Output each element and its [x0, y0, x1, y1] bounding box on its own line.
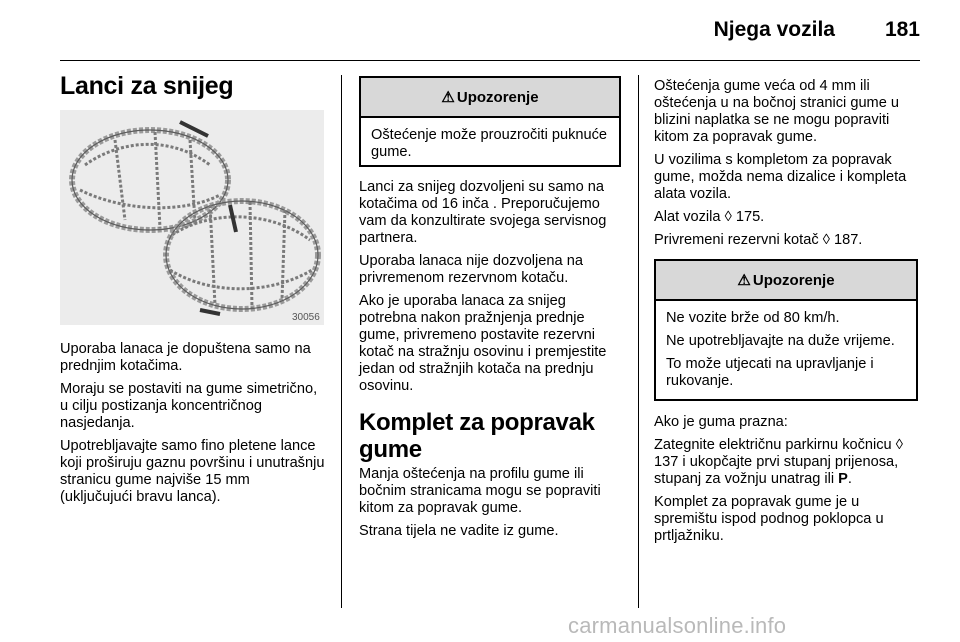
snow-chains-drawing [60, 110, 324, 325]
paragraph: Uporaba lanaca je dopuštena samo na prednjim kotačima. [60, 341, 311, 374]
paragraph: Oštećenja gume veća od 4 mm ili oštećenja u na bočnoj stranici gume u blizini naplatka se ne mogu popraviti kitom za popravak gume. [654, 78, 900, 145]
warning-box [359, 76, 621, 167]
subsection-title: Komplet za popravak gume [359, 409, 595, 463]
right-column [654, 78, 922, 551]
cross-reference: Alat vozila ◊ 175. [654, 209, 765, 225]
paragraph: U vozilima s kompletom za popravak gume, možda nema dizalice i kompleta alata vozila. [654, 152, 907, 202]
warning-header [656, 261, 916, 301]
warning-body [656, 301, 916, 399]
middle-column [359, 76, 621, 546]
paragraph-text: Zategnite električnu parkirnu kočnicu ◊ 137 i ukopčajte prvi stupanj prijenosa, stupanj za vožnju unatrag ili [654, 437, 903, 487]
cross-reference: Privremeni rezervni kotač ◊ 187. [654, 232, 863, 248]
paragraph: Lanci za snijeg dozvoljeni su samo na kotačima od 16 inča . Preporučujemo vam da konzultirate svojega servisnog partnera. [359, 179, 607, 246]
paragraph: Ako je uporaba lanaca za snijeg potrebna nakon pražnjenja prednje gume, privremeno postavite rezervni kotač na stražnju osovinu i premjestite jedan od stražnjih kotača na prednju osovinu. [359, 293, 607, 394]
paragraph-text: . [847, 471, 852, 487]
warning-triangle-icon: ⚠ [441, 88, 455, 106]
snow-chains-illustration [60, 110, 324, 325]
figure-number: 30056 [292, 312, 320, 323]
column-divider-1 [341, 75, 342, 608]
paragraph: Upotrebljavajte samo fino pletene lance koji proširuju gaznu površinu i unutrašnju stranicu gume najviše 15 mm (uključujući bravu lanca). [60, 438, 325, 505]
watermark: carmanualsonline.info [568, 613, 787, 638]
warning-box [654, 259, 918, 401]
paragraph: Manja oštećenja na profilu gume ili bočnim stranicama mogu se popraviti kitom za popravak gume. [359, 466, 601, 516]
section-title: Lanci za snijeg [60, 72, 234, 100]
page-number: 181 [884, 18, 920, 41]
warning-line: Ne vozite brže od 80 km/h. [666, 310, 840, 326]
paragraph: Komplet za popravak gume je u spremištu ispod podnog poklopca u prtljažniku. [654, 494, 884, 544]
paragraph: Ako je guma prazna: [654, 414, 788, 430]
warning-header [361, 78, 619, 118]
warning-body [361, 118, 619, 170]
paragraph [654, 437, 922, 488]
column-divider-2 [638, 75, 639, 608]
paragraph: Uporaba lanaca nije dozvoljena na privremenom rezervnom kotaču. [359, 253, 583, 286]
gear-p-label: P [838, 471, 848, 487]
header-divider [60, 60, 920, 61]
paragraph: Strana tijela ne vadite iz gume. [359, 523, 559, 539]
warning-heading: Upozorenje [456, 88, 539, 106]
paragraph: Moraju se postaviti na gume simetrično, u cilju postizanja koncentričnog nasjedanja. [60, 381, 318, 431]
warning-triangle-icon: ⚠ [737, 271, 751, 289]
page-header [0, 0, 960, 60]
warning-line: Ne upotrebljavajte na duže vrijeme. [666, 333, 895, 349]
warning-text: Oštećenje može prouzročiti puknuće gume. [371, 127, 608, 160]
warning-heading: Upozorenje [752, 271, 835, 289]
warning-line: To može utjecati na upravljanje i rukovanje. [666, 356, 874, 389]
left-column-text [60, 341, 325, 512]
header-section-title: Njega vozila [713, 18, 835, 41]
